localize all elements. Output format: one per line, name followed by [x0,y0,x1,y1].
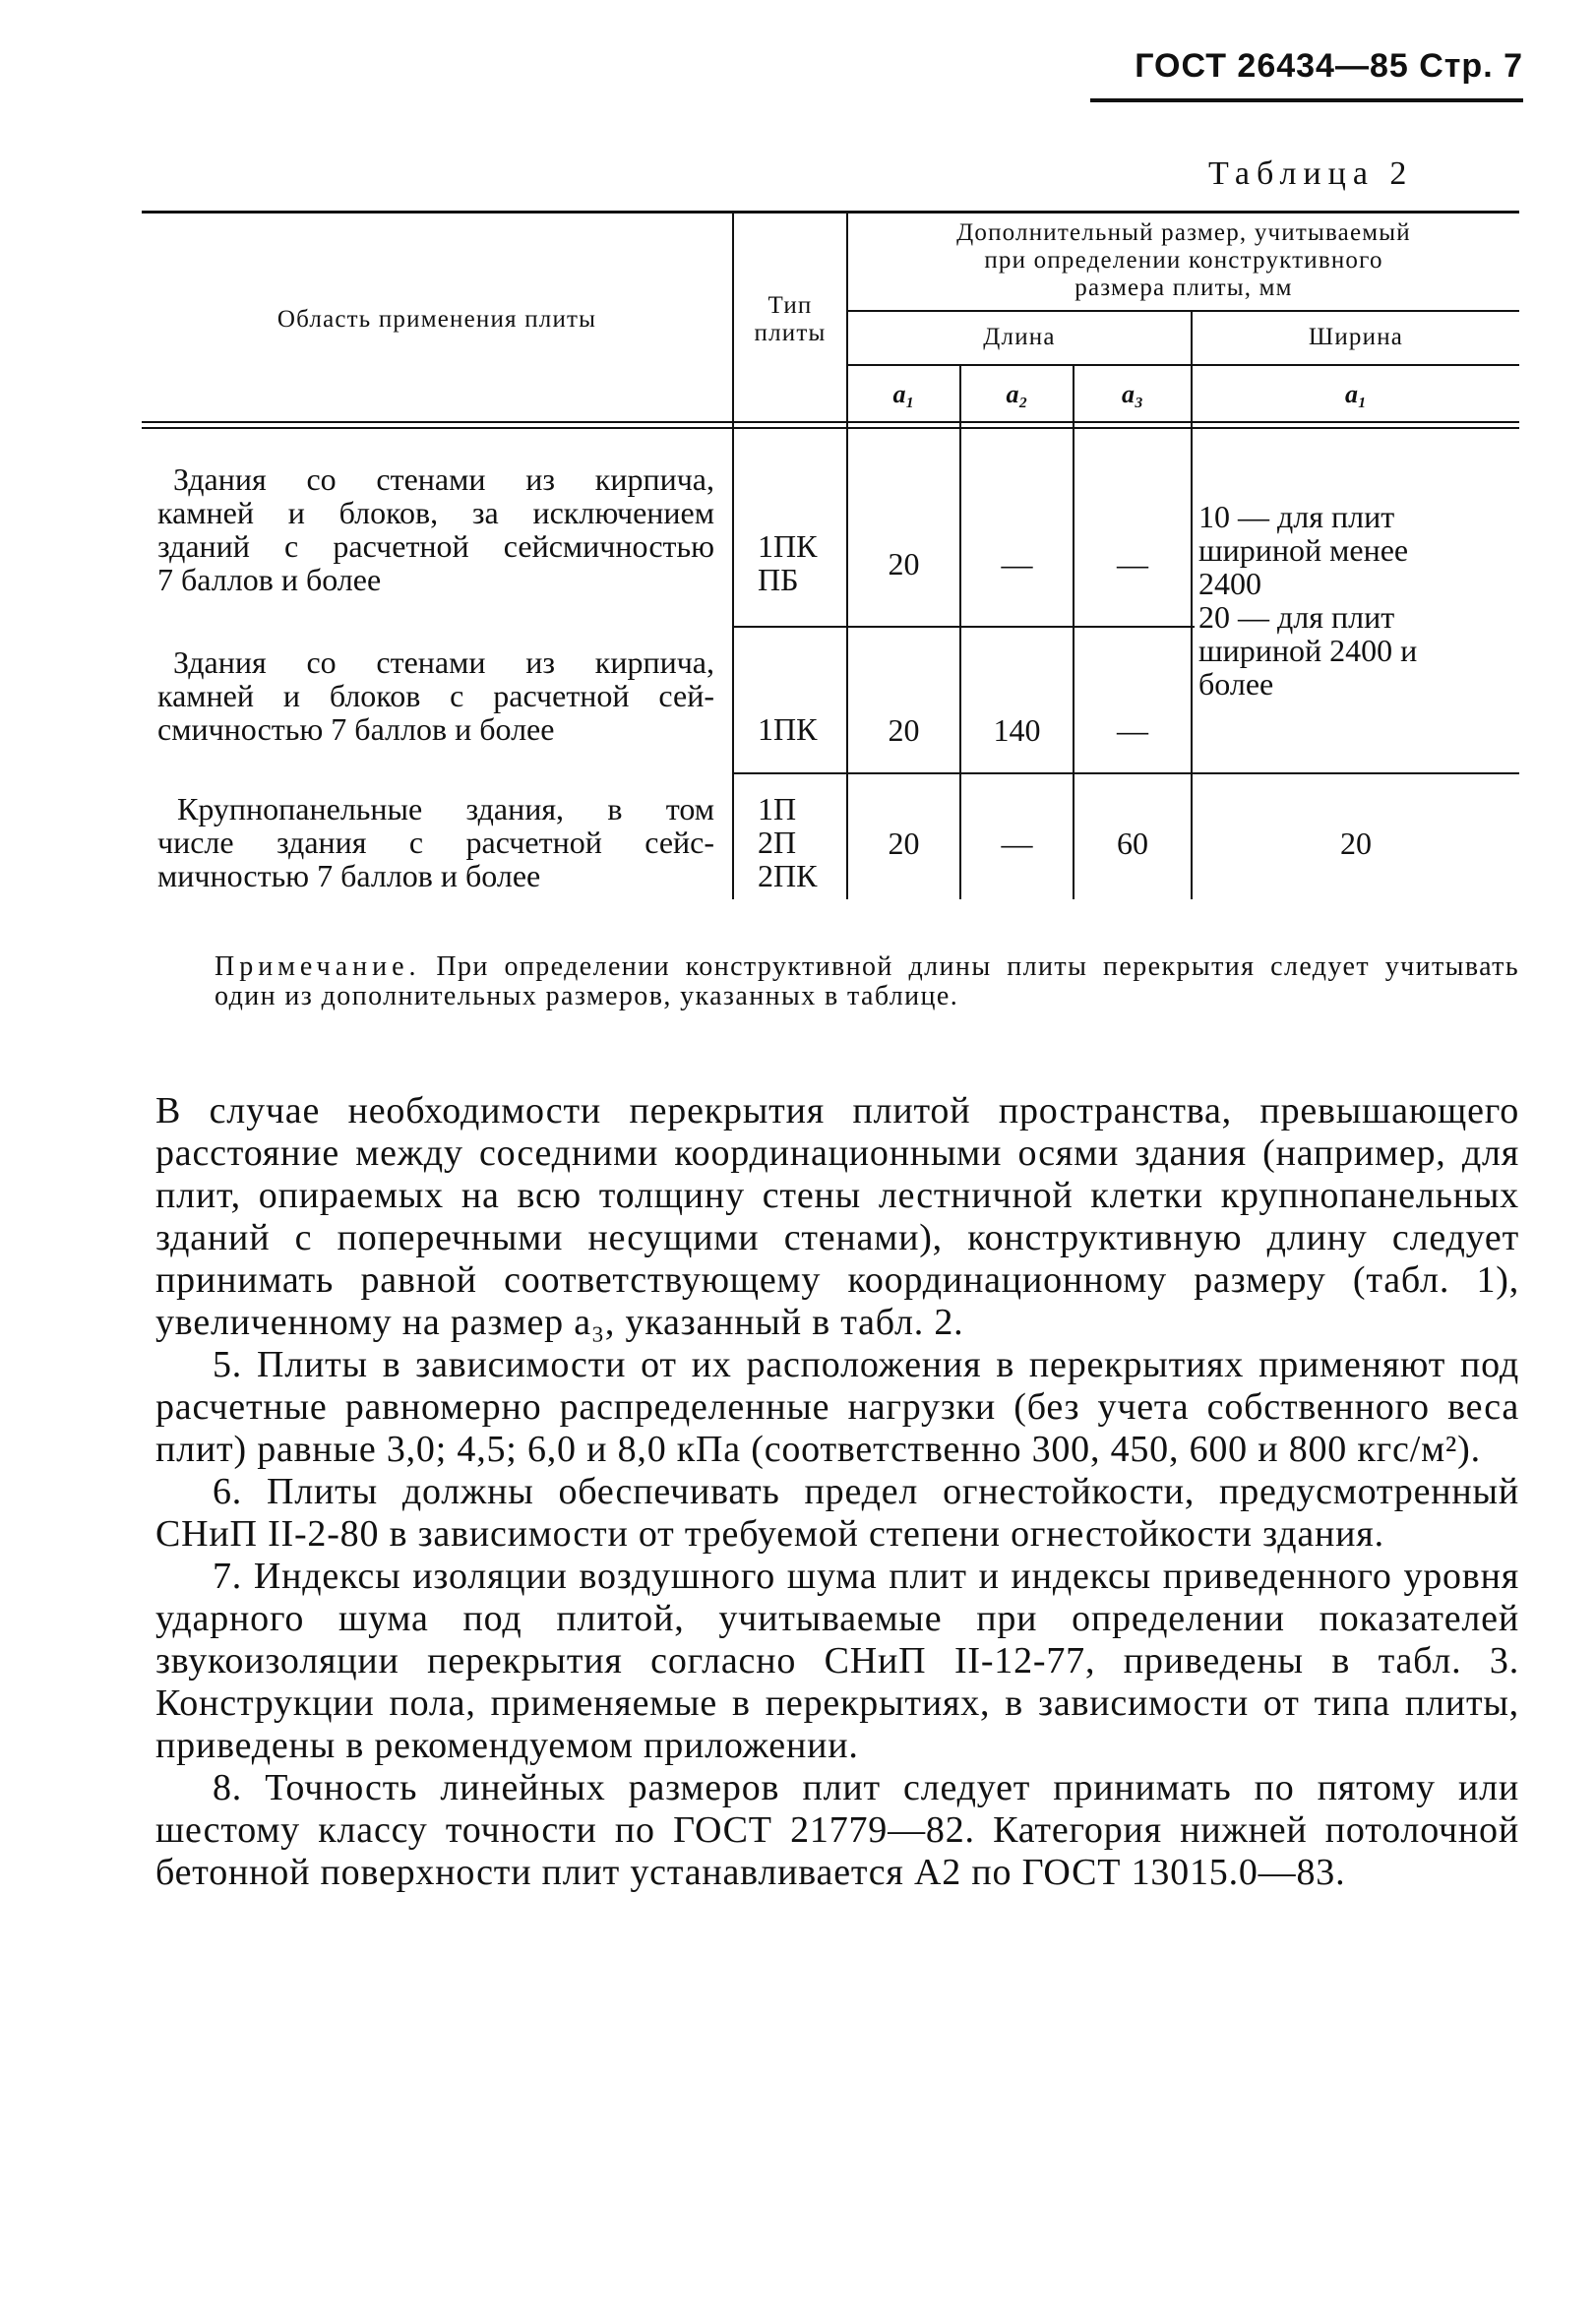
note-text: При определении конструктивной длины плиты перекрытия следует учитывать один из дополнительных размеров, указанных в таблице. [215,951,1519,1011]
col-header-width-a1: a₁ [1344,380,1368,408]
col-header-length: Длина [983,324,1056,350]
row3-type-line1: 1П [758,791,797,826]
paragraph: 5. Плиты в зависимости от их расположения в перекрытиях применяют под расчетные равномерно распределенные нагрузки (без учета собственного веса плит) равные 3,0; 4,5; 6,0 и 8,0 кПа (соответственно 300, 450, 600 и 800 кгс/м²). [155,1344,1519,1470]
row-separator-1 [732,626,1195,628]
width-merged-line6: более [1198,666,1274,702]
row2-area-line1: Здания со стенами из кирпича, [173,644,714,680]
width-merged-line4: 20 — для плит [1198,599,1395,635]
col-header-width: Ширина [1308,324,1404,350]
body-text [155,1090,1519,1894]
table-top-rule [142,211,1519,214]
header-subrule-1 [846,310,1519,312]
table-caption: Таблица 2 [1208,155,1414,192]
width-merged-line5: шириной 2400 и [1198,633,1418,668]
row2-a3: — [1117,712,1148,748]
header-rule [1090,98,1523,102]
header-bottom-rule-2 [142,427,1519,429]
row1-area-line1: Здания со стенами из кирпича, [173,461,714,497]
paragraph: В случае необходимости перекрытия плитой пространства, превышающего расстояние между соседними координационными осями здания (например, для плит, опираемых на всю толщину стены лестничной клетки крупнопанельных зданий с поперечными несущими стенами), конструктивную длину следует принимать равной соответствующему координационному размеру (табл. 1), увеличенному на размер a₃, указанный в табл. 2. [155,1090,1519,1343]
paragraph: 8. Точность линейных размеров плит следует принимать по пятому или шестому классу точности по ГОСТ 21779—82. Категория нижней потолочной бетонной поверхности плит устанавливается А2 по ГОСТ 13015.0—83. [155,1767,1519,1893]
row1-a1: 20 [888,546,920,581]
row1-a3: — [1117,546,1148,581]
row3-area-line1: Крупнопанельные здания, в том [177,791,714,826]
row2-area-line2: камней и блоков с расчетной сей- [157,678,714,713]
row1-area-line3: зданий с расчетной сейсмичностью [157,528,714,564]
col-header-extra-2: при определении конструктивного [984,247,1383,274]
row3-type-line3: 2ПК [758,858,818,893]
paragraph: 6. Плиты должны обеспечивать предел огнестойкости, предусмотренный СНиП II-2-80 в зависимости от требуемой степени огнестойкости здания. [155,1471,1519,1555]
col-header-a3: a₃ [1121,380,1144,408]
header-bottom-rule [142,421,1519,423]
row3-a1: 20 [888,826,920,861]
col-header-type-1: Тип [767,292,813,319]
row2-a1: 20 [888,712,920,748]
col-rule-a1-a2 [959,364,961,899]
col-header-extra-3: размера плиты, мм [1074,275,1293,301]
row1-area-line4: 7 баллов и более [157,562,382,597]
row3-area-line3: мичностью 7 баллов и более [157,858,541,893]
width-merged-line2: шириной менее [1198,532,1409,568]
note-label: Примечание. [215,951,421,982]
col-header-a2: a₂ [1006,380,1028,408]
row1-area-line2: камней и блоков, за исключением [157,495,714,530]
row3-area-line2: числе здания с расчетной сейс- [157,825,714,860]
col-header-area: Область применения плиты [276,306,597,333]
row-separator-2 [732,772,1519,774]
row3-type-line2: 2П [758,825,797,860]
width-merged-line1: 10 — для плит [1198,499,1395,534]
table-note [215,952,1519,1011]
row1-a2: — [1001,546,1033,581]
col-header-type-2: плиты [754,320,827,346]
row2-type-line1: 1ПК [758,711,818,747]
row2-area-line3: смичностью 7 баллов и более [157,711,555,747]
row3-width: 20 [1340,826,1372,861]
page-header: ГОСТ 26434—85 Стр. 7 [1135,47,1523,85]
row2-a2: 140 [993,712,1041,748]
col-header-a1: a₁ [892,380,915,408]
col-rule-a2-a3 [1073,364,1074,899]
row1-type-line1: 1ПК [758,528,818,564]
row3-a3: 60 [1117,826,1148,861]
col-header-extra-1: Дополнительный размер, учитываемый [956,219,1411,246]
header-subrule-2 [846,364,1519,366]
row3-a2: — [1001,826,1033,861]
paragraph: 7. Индексы изоляции воздушного шума плит и индексы приведенного уровня ударного шума под плитой, учитываемые при определении показателей звукоизоляции перекрытия согласно СНиП II-12-77, приведены в табл. 3. Конструкции пола, применяемые в перекрытиях, в зависимости от типа плиты, приведены в рекомендуемом приложении. [155,1556,1519,1766]
row1-type-line2: ПБ [758,562,799,597]
width-merged-line3: 2400 [1198,566,1261,601]
